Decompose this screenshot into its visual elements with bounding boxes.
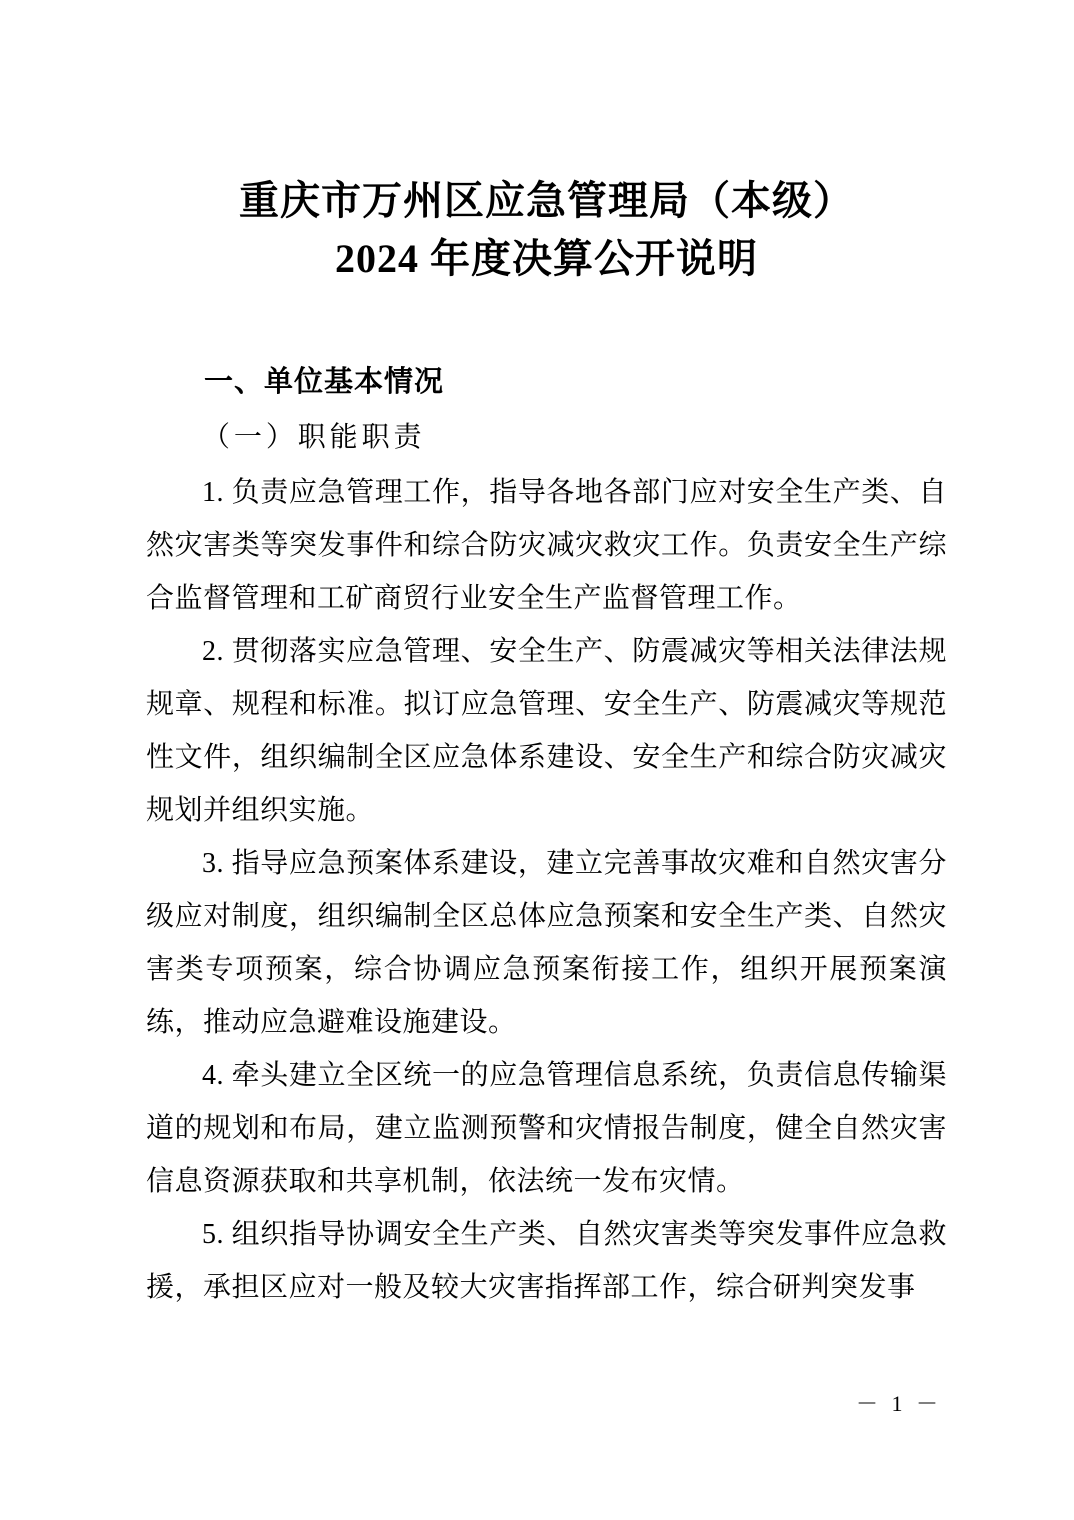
- page-number: － 1 －: [855, 1391, 942, 1416]
- document-title-line1: 重庆市万州区应急管理局（本级）: [239, 178, 854, 223]
- paragraph-4: 4. 牵头建立全区统一的应急管理信息系统，负责信息传输渠道的规划和布局，建立监测预警和灾情报告制度，健全自然灾害信息资源获取和共享机制，依法统一发布灾情。: [146, 1060, 947, 1197]
- paragraph-5: 5. 组织指导协调安全生产类、自然灾害类等突发事件应急救援，承担区应对一般及较大灾害指挥部工作，综合研判突发事: [146, 1219, 947, 1303]
- document-title-line2: 2024 年度决算公开说明: [335, 236, 758, 281]
- paragraph-3: 3. 指导应急预案体系建设，建立完善事故灾难和自然灾害分级应对制度，组织编制全区总体应急预案和安全生产类、自然灾害类专项预案，综合协调应急预案衔接工作，组织开展预案演练，推动应急避难设施建设。: [146, 848, 947, 1038]
- body-text: [146, 466, 947, 1314]
- paragraph-1: 1. 负责应急管理工作，指导各地各部门应对安全生产类、自然灾害类等突发事件和综合防灾减灾救灾工作。负责安全生产综合监督管理和工矿商贸行业安全生产监督管理工作。: [146, 477, 947, 614]
- subsection-heading: （一）职能职责: [202, 422, 426, 453]
- paragraph-2: 2. 贯彻落实应急管理、安全生产、防震减灾等相关法律法规规章、规程和标准。拟订应急管理、安全生产、防震减灾等规范性文件，组织编制全区应急体系建设、安全生产和综合防灾减灾规划并组织实施。: [146, 636, 947, 826]
- document-title: [146, 172, 947, 288]
- section-heading: 一、单位基本情况: [204, 366, 445, 398]
